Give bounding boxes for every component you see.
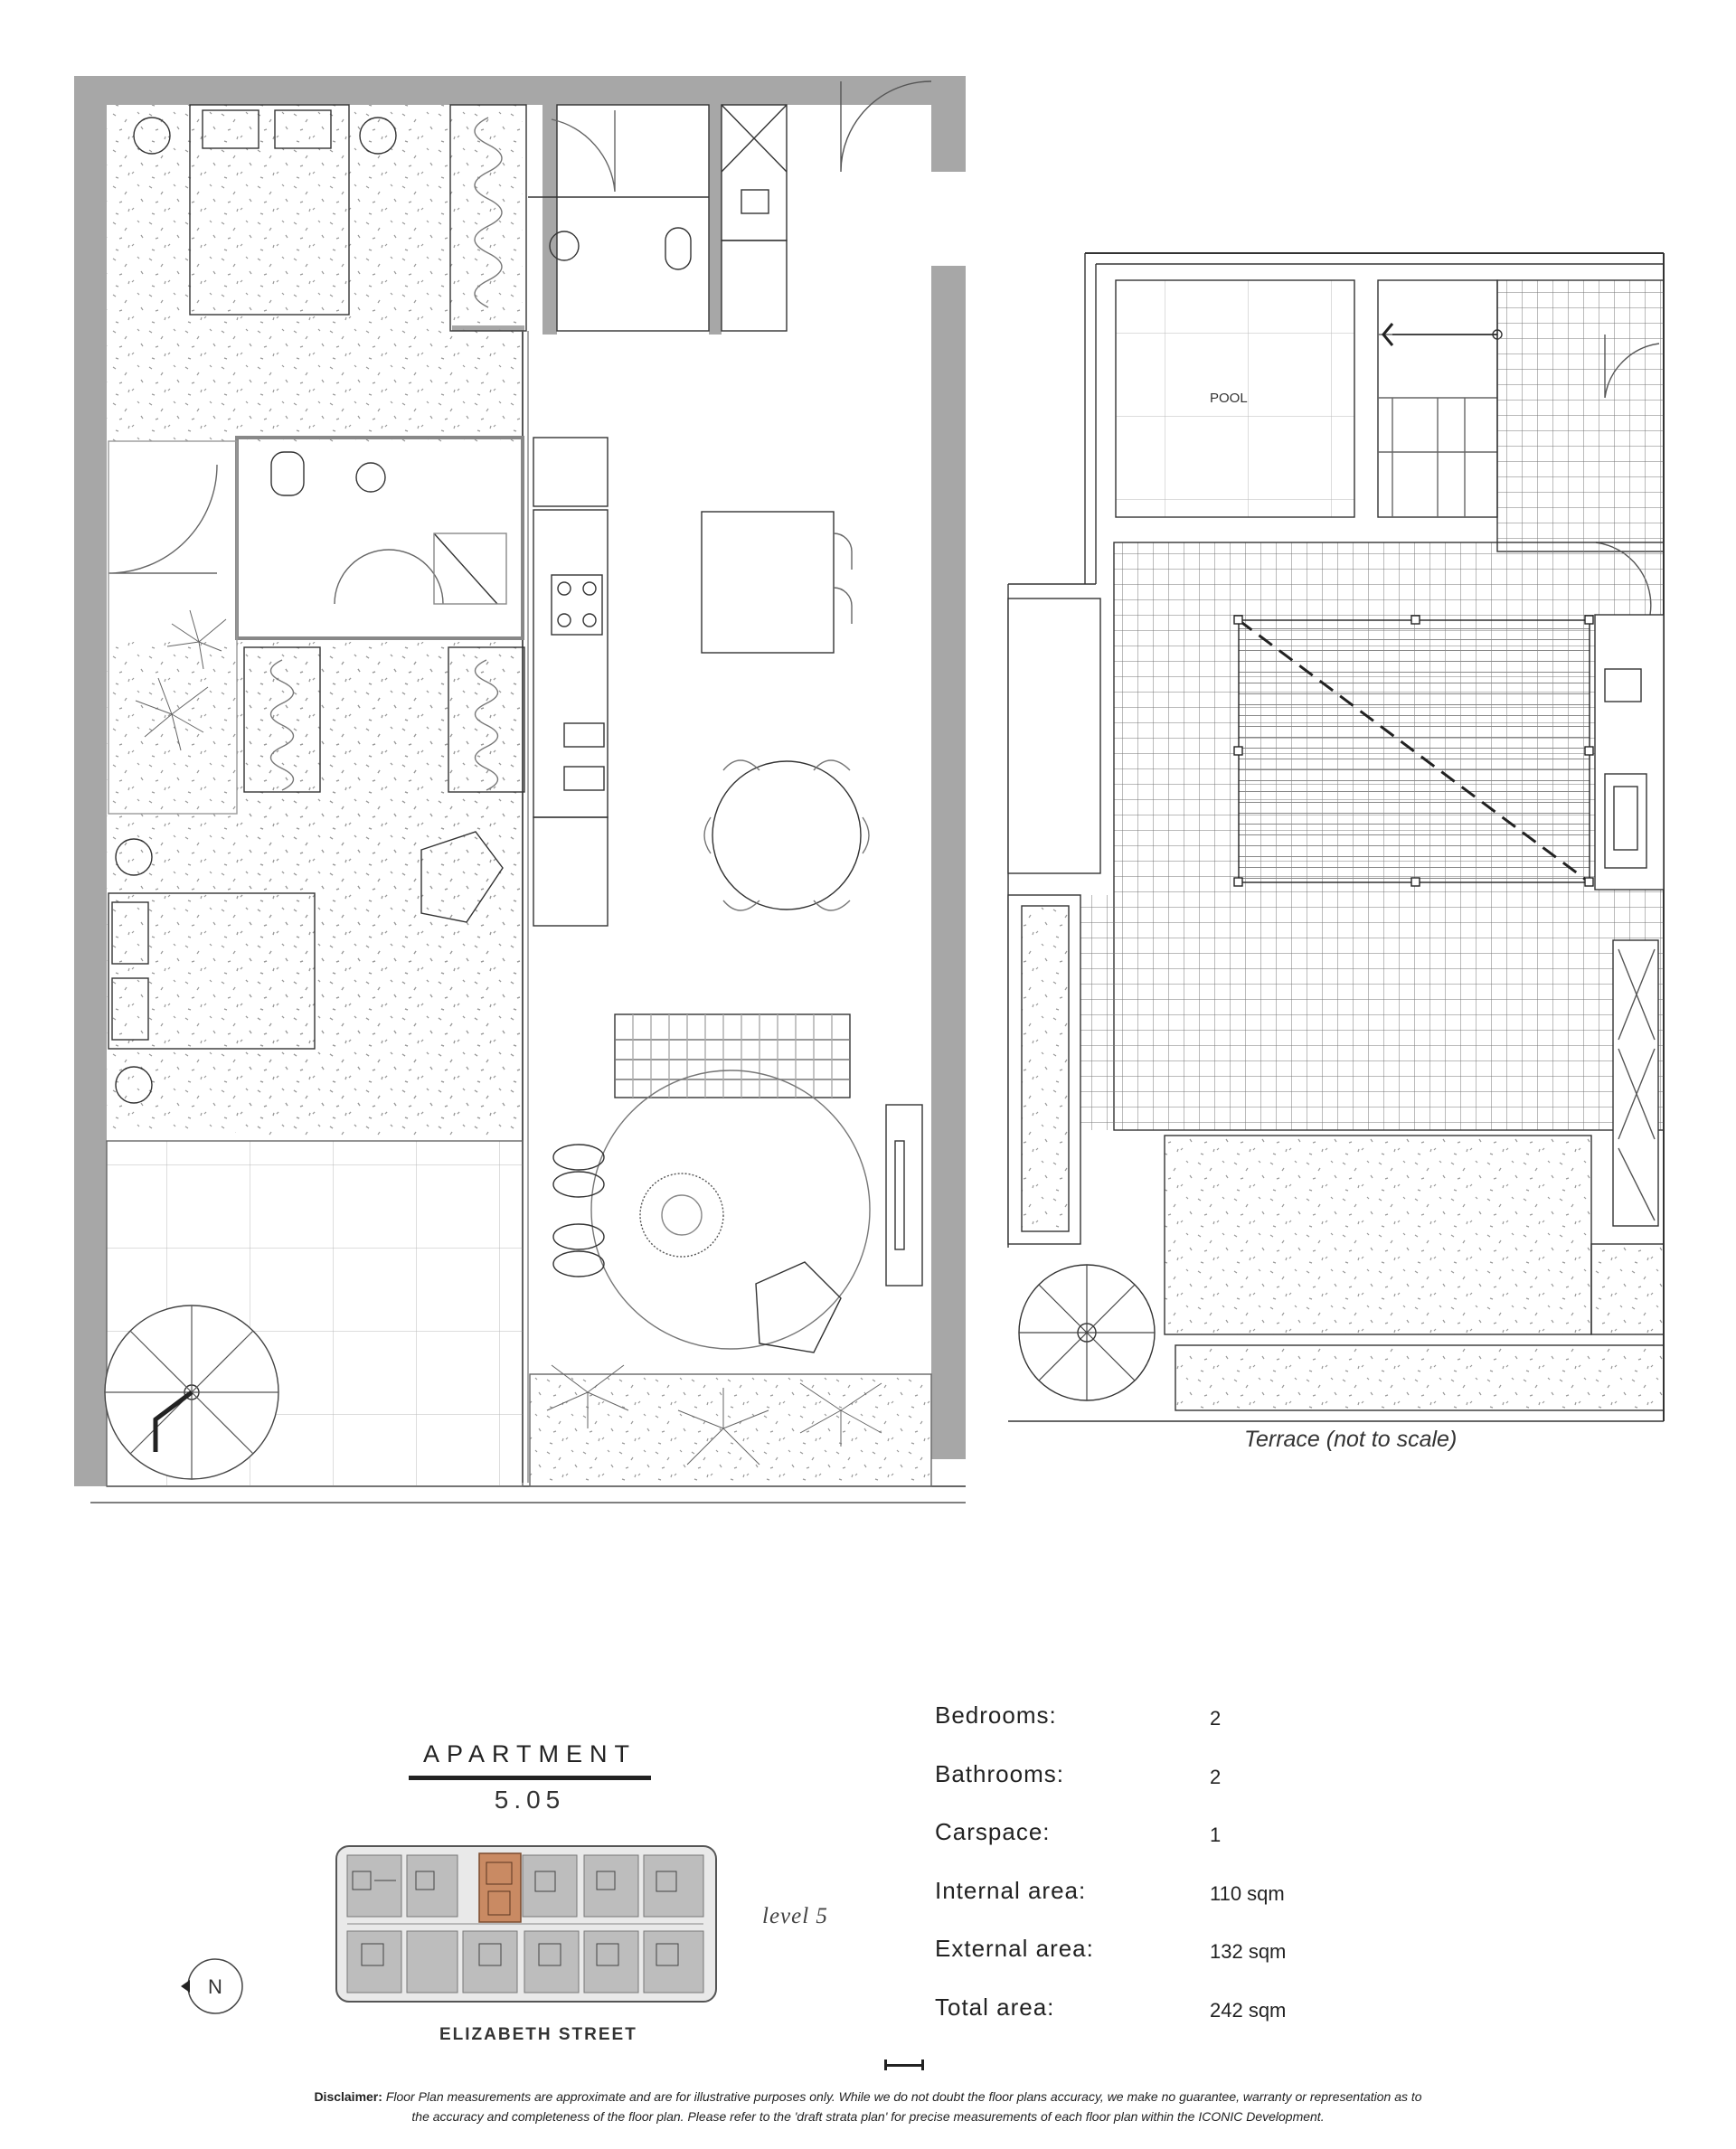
north-letter: N — [208, 1975, 222, 1998]
apartment-number: 5.05 — [494, 1786, 566, 1814]
disclaimer-label: Disclaimer: — [314, 2089, 382, 2104]
north-arrow-icon — [179, 1955, 248, 2018]
stat-label: Bedrooms: — [935, 1701, 1057, 1729]
stat-value: 2 — [1210, 1765, 1222, 1788]
stat-value: 132 sqm — [1210, 1940, 1287, 1963]
level-label: level 5 — [762, 1904, 828, 1928]
stat-label: Internal area: — [935, 1876, 1087, 1904]
disclaimer-line-1 — [136, 2087, 1600, 2107]
stat-row-bathrooms — [935, 1760, 1315, 1819]
stat-row-total-area — [935, 1993, 1315, 2052]
apartment-title-rule — [409, 1776, 651, 1780]
stat-row-bedrooms — [935, 1701, 1315, 1760]
disclaimer-line-2 — [136, 2107, 1600, 2126]
apartment-title: APARTMENT — [422, 1740, 637, 1767]
stat-row-internal-area — [935, 1877, 1315, 1936]
stat-row-carspace — [935, 1818, 1315, 1877]
disclaimer — [136, 2087, 1600, 2126]
stat-label: Bathrooms: — [935, 1759, 1064, 1787]
stat-value: 242 sqm — [1210, 1998, 1287, 2022]
stat-label: Carspace: — [935, 1818, 1051, 1845]
pool-label: POOL — [1210, 391, 1248, 406]
highlighted-unit — [479, 1853, 521, 1922]
street-label: ELIZABETH STREET — [439, 2025, 637, 2044]
disclaimer-text-2: the accuracy and completeness of the floor plan. Please refer to the 'draft strata plan' for precise measurements of each floor plan within the ICONIC Development. — [411, 2109, 1325, 2124]
stat-value: 1 — [1210, 1824, 1222, 1846]
key-plan — [335, 1844, 718, 2005]
apartment-stats — [935, 1701, 1315, 2051]
stat-label: External area: — [935, 1935, 1094, 1962]
stat-value: 2 — [1210, 1707, 1222, 1730]
apartment-plan — [74, 76, 966, 1503]
stat-row-external-area — [935, 1935, 1315, 1993]
stat-value: 110 sqm — [1210, 1881, 1285, 1905]
scale-bar — [884, 2064, 924, 2067]
terrace-caption: Terrace (not to scale) — [1244, 1427, 1458, 1452]
apartment-title-block — [409, 1740, 651, 1814]
terrace-plan — [1008, 253, 1664, 1421]
disclaimer-text-1: Floor Plan measurements are approximate and are for illustrative purposes only. While we do not doubt the floor plans accuracy, we make no guarantee, warranty or representation as to — [385, 2089, 1422, 2104]
stat-label: Total area: — [935, 1993, 1055, 2021]
